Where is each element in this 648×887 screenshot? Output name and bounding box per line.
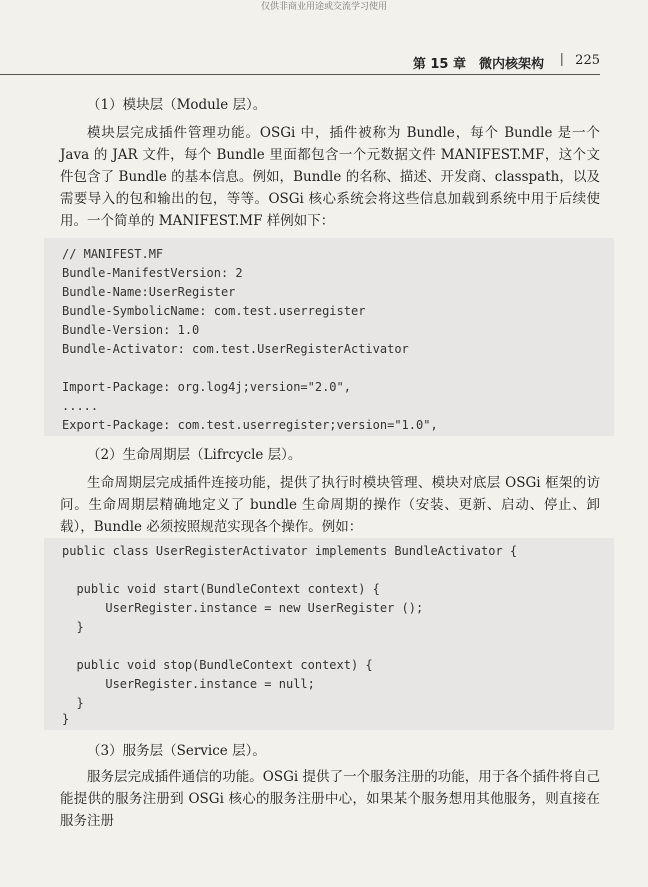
page-number: 225: [575, 53, 600, 68]
code-line: }: [62, 696, 84, 710]
code-line: }: [62, 620, 84, 634]
watermark: 仅供非商业用途或交流学习使用: [260, 2, 387, 12]
service-paragraph: 服务层完成插件通信的功能。OSGi 提供了一个服务注册的功能，用于各个插件将自己能提供的服务注册到 OSGi 核心的服务注册中心，如果某个服务想用其他服务，则直接在服务注册: [60, 769, 600, 829]
code-line: }: [62, 712, 70, 726]
lifecycle-paragraph: 生命周期层完成插件连接功能，提供了执行时模块管理、模块对底层 OSGi 框架的访问。生命周期层精确地定义了 bundle 生命周期的操作（安装、更新、启动、停止、卸载），Bundle 必须按照规范实现各个操作。例如：: [60, 475, 600, 535]
module-paragraph: 模块层完成插件管理功能。OSGi 中，插件被称为 Bundle，每个 Bundle 是一个 Java 的 JAR 文件，每个 Bundle 里面都包含一个元数据文件 MANIFEST.MF，这个文件包含了 Bundle 的基本信息。例如，Bundle 的名称、描述、开发商、classpath，以及需要导入的包和输出的包，等等。OSGi 核心系统会将这些信息加载到系统中用于后续使用。: [60, 125, 600, 229]
section-heading-lifecycle: （2）生命周期层（Lifrcycle 层）。: [87, 447, 302, 463]
chapter-title: 第 15 章 微内核架构: [412, 57, 544, 72]
header-rule: [0, 74, 600, 75]
running-header: [0, 50, 648, 74]
code-line: Bundle-SymbolicName: com.test.userregister: [62, 304, 366, 318]
code-line: Bundle-ManifestVersion: 2: [62, 266, 243, 280]
code-line: public void stop(BundleContext context) {: [62, 658, 373, 672]
manifest-intro: 一个简单的 MANIFEST.MF 样例如下：: [87, 213, 335, 229]
code-line: Export-Package: com.test.userregister;version="1.0",: [62, 418, 438, 432]
code-line: public class UserRegisterActivator implements BundleActivator {: [62, 544, 518, 558]
section-heading-service: （3）服务层（Service 层）。: [87, 743, 266, 759]
code-line: Bundle-Activator: com.test.UserRegisterActivator: [62, 342, 409, 356]
code-line: UserRegister.instance = null;: [62, 677, 315, 691]
header-separator: |: [559, 52, 564, 67]
code-line: Bundle-Version: 1.0: [62, 323, 200, 337]
code-line: Bundle-Name:UserRegister: [62, 285, 236, 299]
code-line: // MANIFEST.MF: [62, 247, 164, 261]
code-line: .....: [62, 399, 99, 413]
code-line: Import-Package: org.log4j;version="2.0",: [62, 380, 351, 394]
section-heading-module: （1）模块层（Module 层）。: [87, 97, 267, 113]
code-line: UserRegister.instance = new UserRegister ();: [62, 601, 424, 615]
activator-code-block: [44, 538, 614, 730]
code-line: public void start(BundleContext context) {: [62, 582, 380, 596]
manifest-code-block: [44, 238, 614, 436]
